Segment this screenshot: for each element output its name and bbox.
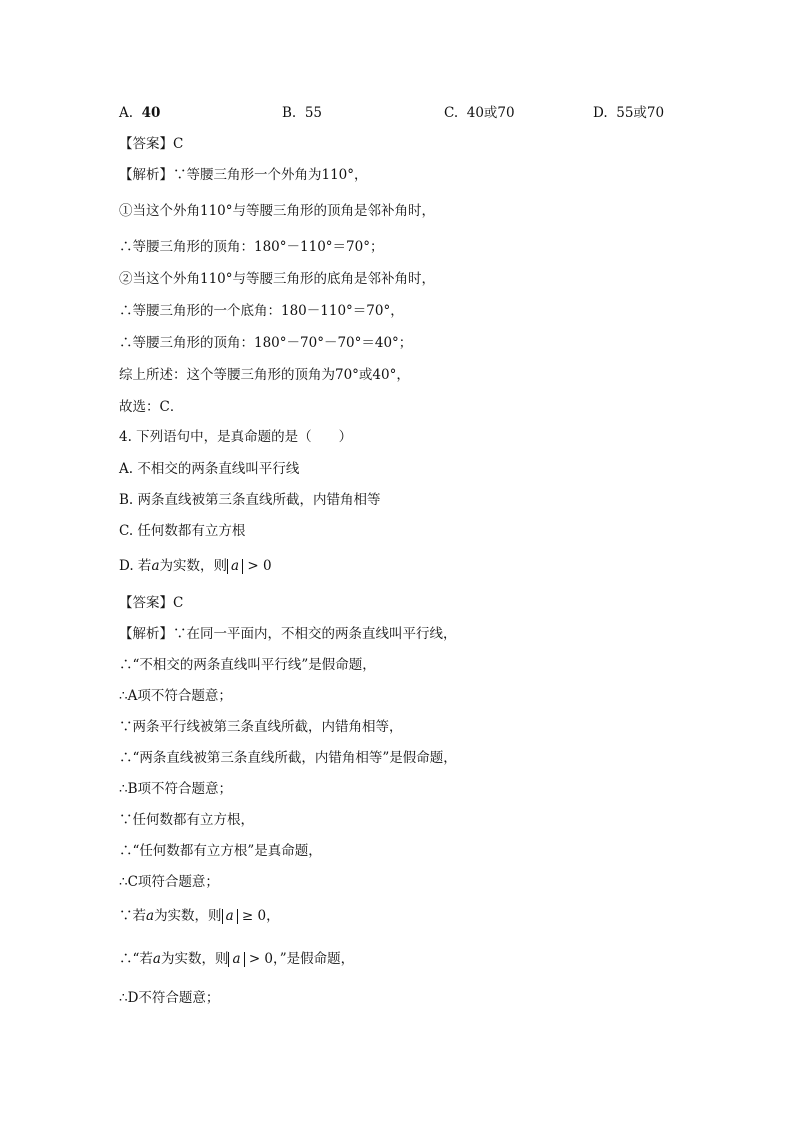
answer-q3: 【答案】C [119,136,184,152]
analysis-line: ∵两条平行线被第三条直线所截，内错角相等， [119,719,403,735]
analysis-line: ①当这个外角110°与等腰三角形的顶角是邻补角时， [119,203,436,219]
analysis-line: ②当这个外角110°与等腰三角形的底角是邻补角时， [119,271,436,287]
analysis-line: ∴等腰三角形的顶角：180°－110°＝70°； [119,239,384,255]
text-fragment: > 0，”是假命题， [248,951,355,967]
option-letter: C. [444,105,459,121]
text-fragment: > 0 [247,558,272,574]
text-fragment: ∵若 [119,908,146,924]
analysis-line: 【解析】∵等腰三角形一个外角为110°， [119,167,368,183]
absolute-value: a [222,909,238,924]
absolute-value: a [227,559,243,574]
option-value: 55 [304,105,322,121]
math-variable: a [146,908,155,924]
option-value: 40或70 [466,105,515,121]
analysis-line: 【解析】∵在同一平面内，不相交的两条直线叫平行线， [119,626,457,642]
option-value: 55或70 [616,105,665,121]
option-b [282,104,322,122]
option-letter: D. [593,105,608,121]
analysis-line: ∴A项不符合题意； [119,688,232,704]
analysis-line: ∵任何数都有立方根， [119,812,254,828]
math-variable: a [152,951,161,967]
text-fragment: 为实数，则 [159,558,227,574]
question-option-d [119,557,272,575]
question-stem: 4. 下列语句中，是真命题的是（ ） [119,429,353,445]
analysis-line: ∴D不符合题意； [119,990,220,1006]
question-option: A. 不相交的两条直线叫平行线 [119,461,300,477]
analysis-line: ∴B项不符合题意； [119,781,233,797]
question-option: B. 两条直线被第三条直线所截，内错角相等 [119,492,381,508]
text-fragment: 为实数，则 [154,908,222,924]
option-d [593,104,664,122]
text-fragment: 为实数，则 [160,951,229,967]
option-letter: A. [119,105,134,121]
option-a [119,104,160,122]
text-fragment: ≥ 0， [241,908,280,924]
analysis-line: ∴“两条直线被第三条直线所截，内错角相等”是假命题， [119,750,457,766]
math-variable: a [151,558,160,574]
absolute-value: a [228,952,244,967]
answer-q4: 【答案】C [119,595,184,611]
question-option: C. 任何数都有立方根 [119,523,246,539]
analysis-line: ∴等腰三角形的顶角：180°－70°－70°＝40°； [119,335,413,351]
analysis-line: 故选：C． [119,399,184,415]
analysis-line: ∴“不相交的两条直线叫平行线”是假命题， [119,657,376,673]
analysis-line: ∴C项符合题意； [119,874,219,890]
analysis-line-false [119,950,354,968]
option-c [444,104,515,122]
analysis-line: 综上所述：这个等腰三角形的顶角为70°或40°， [119,367,410,383]
analysis-line: ∴等腰三角形的一个底角：180－110°＝70°， [119,303,404,319]
text-fragment: D. 若 [119,558,152,574]
option-value: 40 [141,105,161,121]
analysis-line: ∴“任何数都有立方根”是真命题， [119,843,322,859]
analysis-line-nonnegative [119,907,280,925]
text-fragment: ∴“若 [119,951,153,967]
option-letter: B. [282,105,297,121]
